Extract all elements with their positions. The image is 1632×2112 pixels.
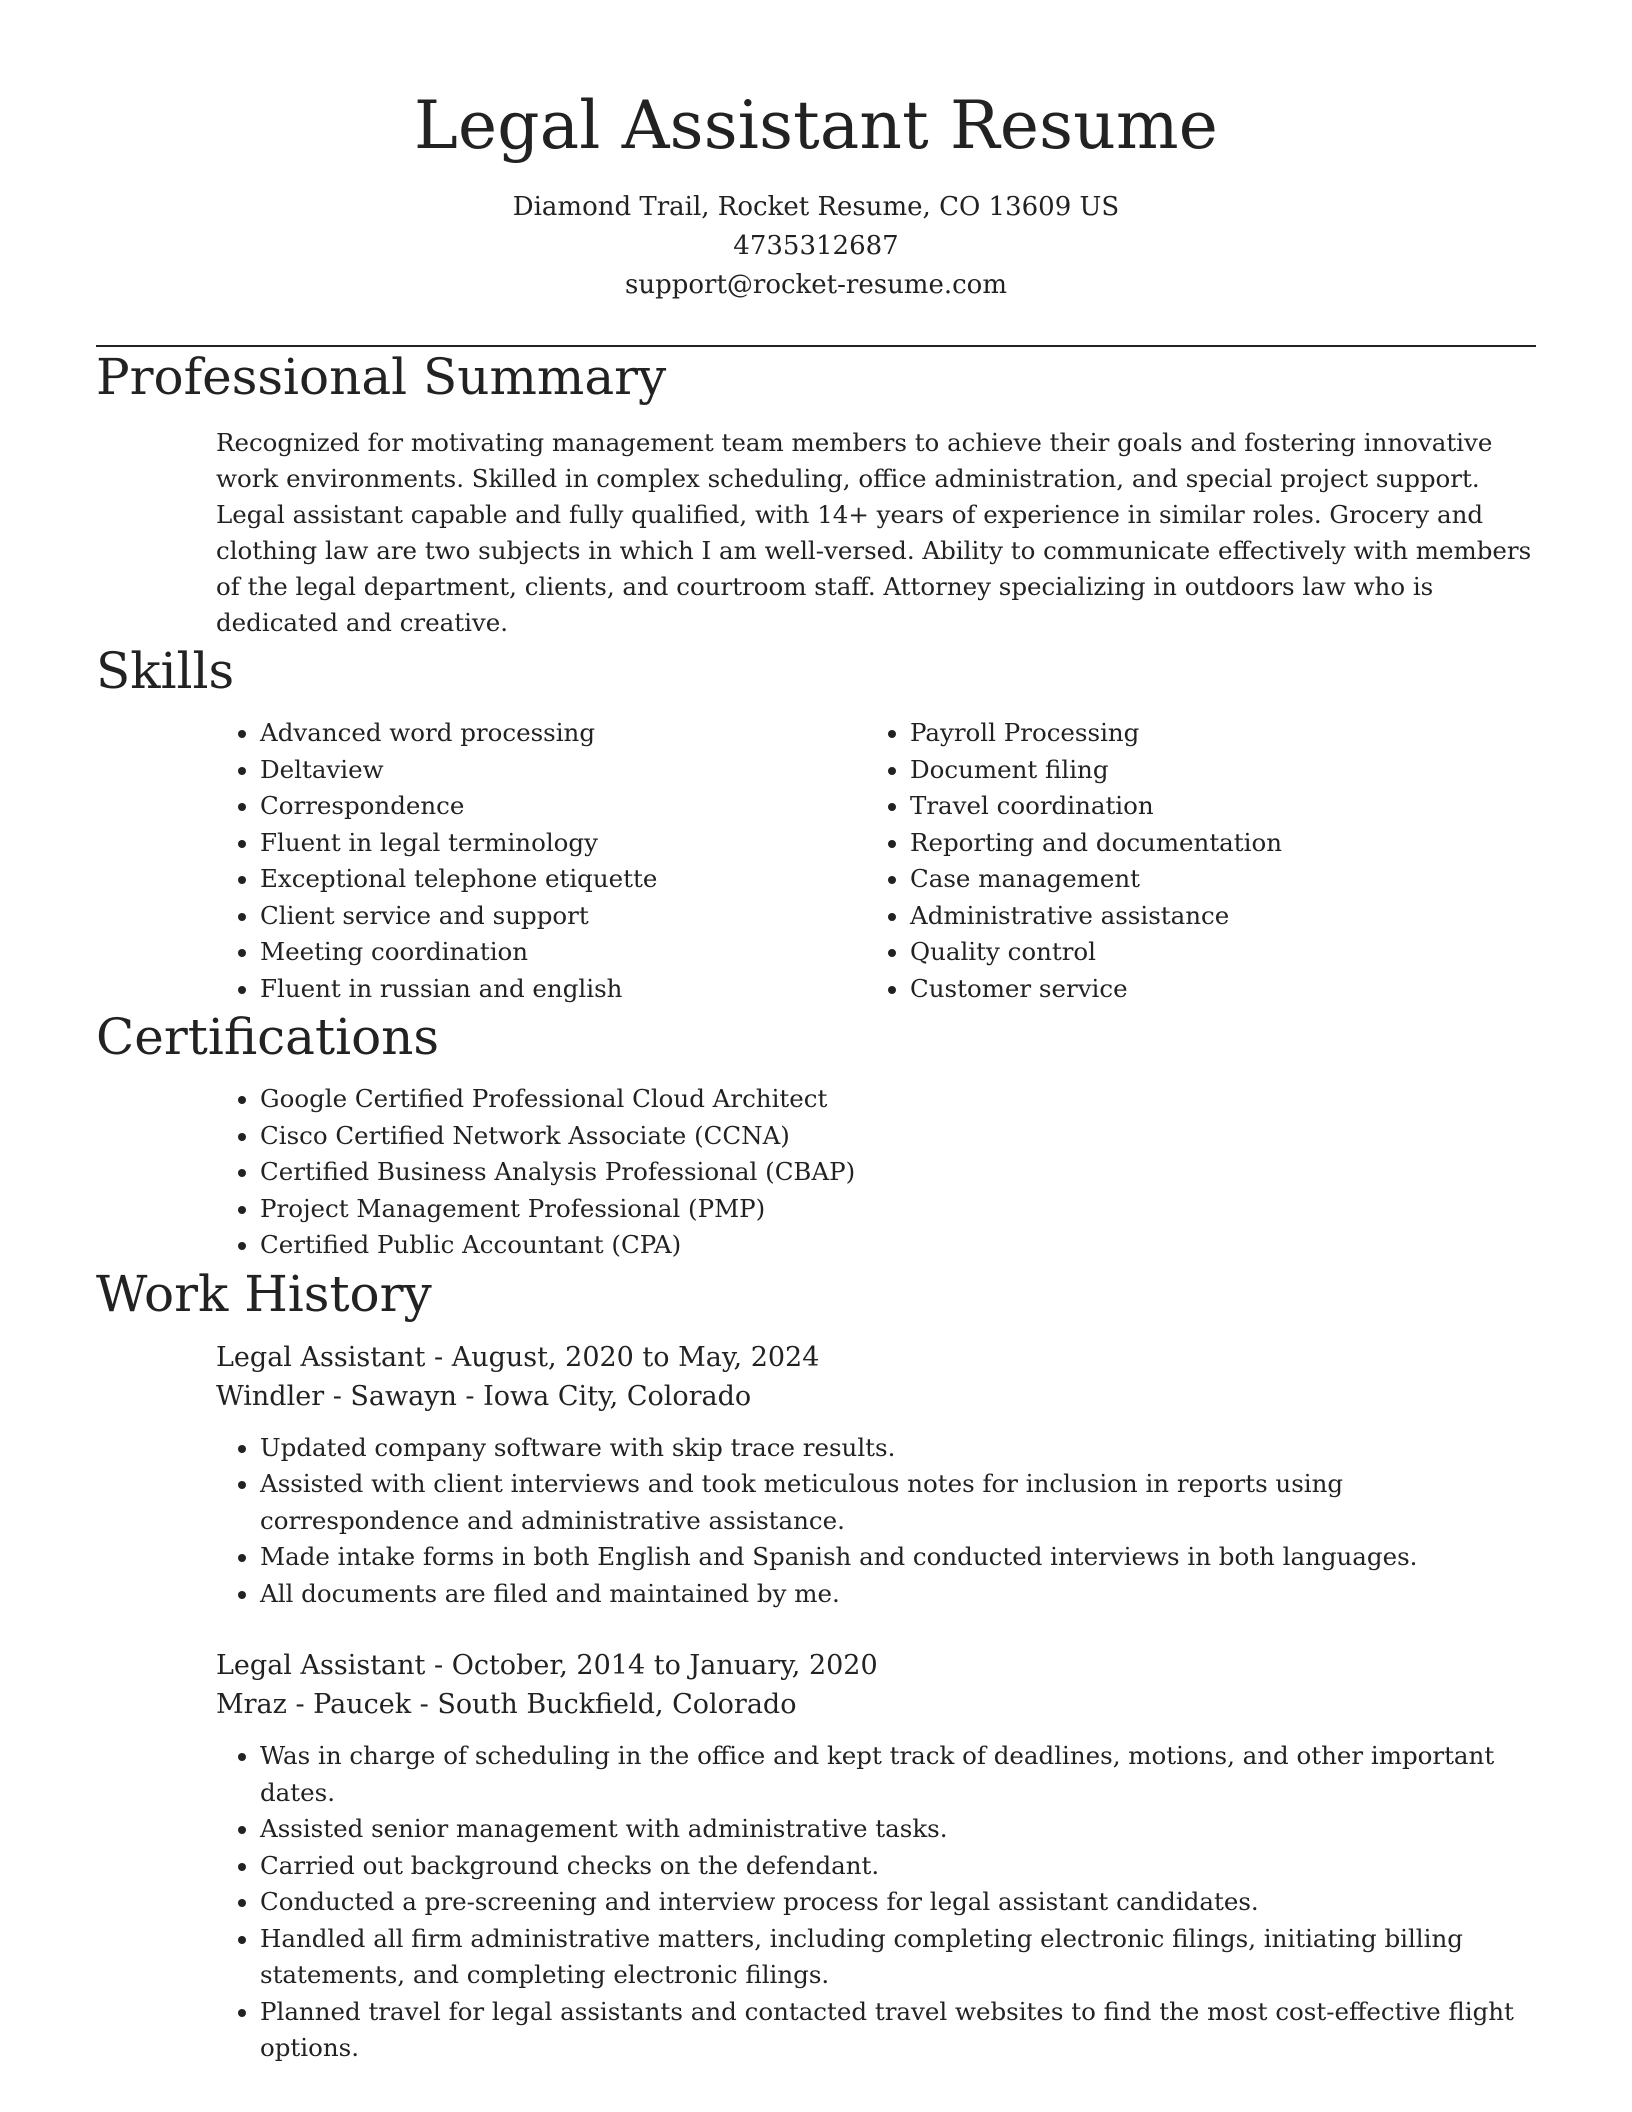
contact-phone: 4735312687 xyxy=(733,231,899,261)
skill-item: • Correspondence xyxy=(260,788,866,825)
skill-item: • Deltaview xyxy=(260,752,866,789)
skill-item: • Document filing xyxy=(910,752,1516,789)
job-title-line: Legal Assistant - October, 2014 to January, 2020 xyxy=(216,1650,878,1681)
job-duty-item: • Carried out background checks on the defendant. xyxy=(260,1848,1536,1885)
job-entry xyxy=(216,1338,1536,1613)
certification-item: • Certified Business Analysis Professional (CBAP) xyxy=(260,1154,1536,1191)
skill-item: • Travel coordination xyxy=(910,788,1516,825)
job-company-line: Windler - Sawayn - Iowa City, Colorado xyxy=(216,1380,752,1412)
summary-text: Recognized for motivating management team members to achieve their goals and fostering innovative work environments. Skilled in complex scheduling, office administration, and special project support. Legal assistant capable and fully qualified, with 14+ years of experience in similar roles. Grocery and clothing law are two subjects in which I am well-versed. Ability to communicate effectively with members of the legal department, clients, and courtroom staff. Attorney specializing in outdoors law who is dedicated and creative. xyxy=(216,428,1532,637)
job-duty-item: • Assisted with client interviews and took meticulous notes for inclusion in reports using correspondence and administrative assistance. xyxy=(260,1466,1536,1539)
job-duty-item: • Handled all firm administrative matters, including completing electronic filings, initiating billing statements, and completing electronic filings. xyxy=(260,1921,1536,1994)
job-company-line: Mraz - Paucek - South Buckfield, Colorado xyxy=(216,1689,797,1720)
certification-item: • Project Management Professional (PMP) xyxy=(260,1191,1536,1228)
job-duties xyxy=(216,1430,1536,1613)
skills-column-left xyxy=(216,715,866,1007)
skill-item: • Meeting coordination xyxy=(260,934,866,971)
job-duty-item: • Was in charge of scheduling in the office and kept track of deadlines, motions, and other important dates. xyxy=(260,1738,1536,1811)
job-duty-item: • Assisted senior management with administrative tasks. xyxy=(260,1811,1536,1848)
skills-list xyxy=(216,715,1536,1007)
skill-item: • Reporting and documentation xyxy=(910,825,1516,862)
job-dates: August, 2020 to May, 2024 xyxy=(451,1341,820,1373)
summary-heading: Professional Summary xyxy=(96,348,667,406)
skills-heading: Skills xyxy=(96,642,235,700)
work-history-heading: Work History xyxy=(96,1264,432,1323)
skills-column-right xyxy=(866,715,1516,1007)
skill-item: • Payroll Processing xyxy=(910,715,1516,752)
skill-item: • Fluent in russian and english xyxy=(260,971,866,1008)
skill-item: • Quality control xyxy=(910,934,1516,971)
job-company: Mraz - Paucek xyxy=(216,1689,412,1720)
job-dates: October, 2014 to January, 2020 xyxy=(451,1650,878,1681)
job-duty-item: • All documents are filed and maintained by me. xyxy=(260,1576,1536,1613)
job-entry xyxy=(216,1646,1536,2067)
job-role: Legal Assistant xyxy=(216,1341,426,1373)
job-duty-item: • Conducted a pre-screening and interview process for legal assistant candidates. xyxy=(260,1884,1536,1921)
job-location: Iowa City, Colorado xyxy=(483,1380,752,1412)
job-company: Windler - Sawayn xyxy=(216,1380,457,1412)
skill-item: • Customer service xyxy=(910,971,1516,1008)
certifications-list xyxy=(216,1081,1536,1264)
resume-title: Legal Assistant Resume xyxy=(413,87,1218,164)
skill-item: • Exceptional telephone etiquette xyxy=(260,861,866,898)
skill-item: • Advanced word processing xyxy=(260,715,866,752)
certifications-heading: Certifications xyxy=(96,1008,440,1066)
job-duty-item: • Updated company software with skip trace results. xyxy=(260,1430,1536,1467)
skill-item: • Client service and support xyxy=(260,898,866,935)
certification-item: • Cisco Certified Network Associate (CCNA) xyxy=(260,1118,1536,1155)
certification-item: • Certified Public Accountant (CPA) xyxy=(260,1227,1536,1264)
contact-address: Diamond Trail, Rocket Resume, CO 13609 US xyxy=(512,192,1120,222)
skill-item: • Administrative assistance xyxy=(910,898,1516,935)
job-duty-item: • Made intake forms in both English and Spanish and conducted interviews in both languages. xyxy=(260,1539,1536,1576)
job-title-line: Legal Assistant - August, 2020 to May, 2024 xyxy=(216,1341,820,1373)
certification-item: • Google Certified Professional Cloud Architect xyxy=(260,1081,1536,1118)
job-location: South Buckfield, Colorado xyxy=(437,1689,797,1720)
contact-email: support@rocket-resume.com xyxy=(624,270,1007,300)
job-duty-item: • Planned travel for legal assistants and contacted travel websites to find the most cost-effective flight options. xyxy=(260,1994,1536,2067)
job-duties xyxy=(216,1738,1536,2067)
skill-item: • Fluent in legal terminology xyxy=(260,825,866,862)
skill-item: • Case management xyxy=(910,861,1516,898)
job-role: Legal Assistant xyxy=(216,1650,426,1681)
resume-header xyxy=(96,0,1536,305)
